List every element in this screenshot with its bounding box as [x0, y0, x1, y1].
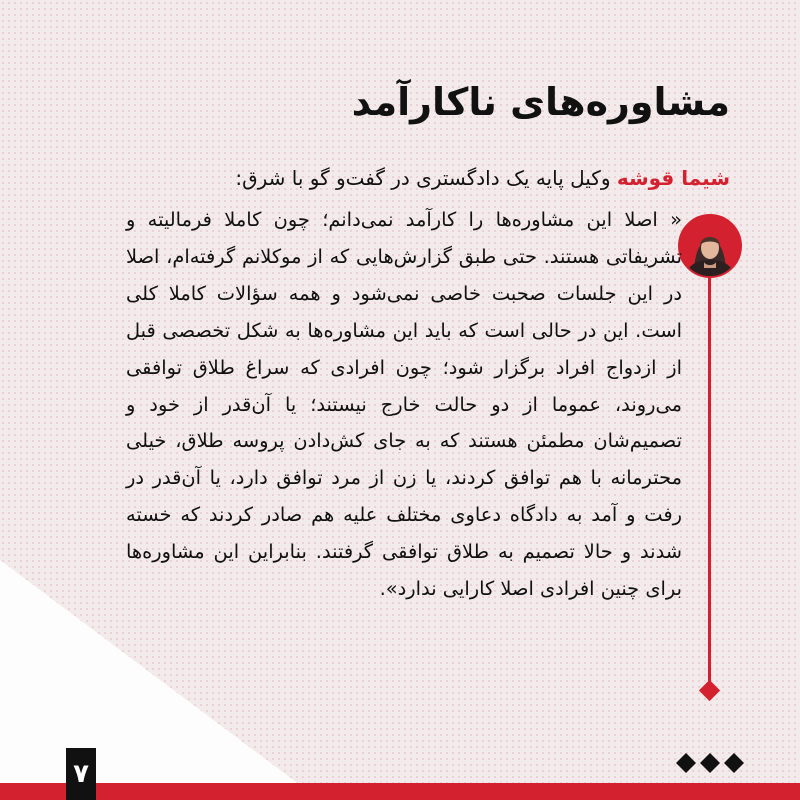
- timeline-end-diamond: [699, 680, 720, 701]
- timeline-line: [708, 278, 711, 690]
- footer-bar: [0, 783, 800, 800]
- speaker-name: شیما قوشه: [616, 166, 730, 190]
- page-number: ۷: [66, 748, 96, 800]
- three-dots-decoration: [673, 750, 753, 776]
- person-portrait-icon: [678, 214, 742, 278]
- quote-text: « اصلا این مشاوره‌ها را کارآمد نمی‌دانم؛ چون کاملا فرمالیته و تشریفاتی هستند. حتی طبق گزارش‌هایی که از موکلانم گرفته‌ام، اصلا در این جلسات صحبت خاصی نمی‌شود و همه سؤالات کاملا کلی است. این در حالی است که باید این مشاوره‌ها به شکل تخصصی قبل از ازدواج افراد برگزار شود؛ چون افرادی که سراغ طلاق توافقی می‌روند، عموما از دو حالت خارج نیستند؛ یا آن‌قدر از خود و تصمیم‌شان مطمئن هستند که به جای کش‌دادن پروسه طلاق، خیلی محترمانه با هم توافق کردند، یا زن از مرد توافق دارد، یا آن‌قدر در رفت و آمد به دادگاه دعاوی مختلف علیه هم صادر کردند که خسته شدند و حالا تصمیم به طلاق توافقی گرفتند. بنابراین این مشاوره‌ها برای چنین افرادی اصلا کارایی ندارد».: [126, 208, 682, 601]
- intro-line: [235, 163, 730, 193]
- page-title: مشاوره‌های ناکارآمد: [351, 80, 730, 124]
- speaker-description: وکیل پایه یک دادگستری در گفت‌و گو با شرق:: [235, 166, 611, 190]
